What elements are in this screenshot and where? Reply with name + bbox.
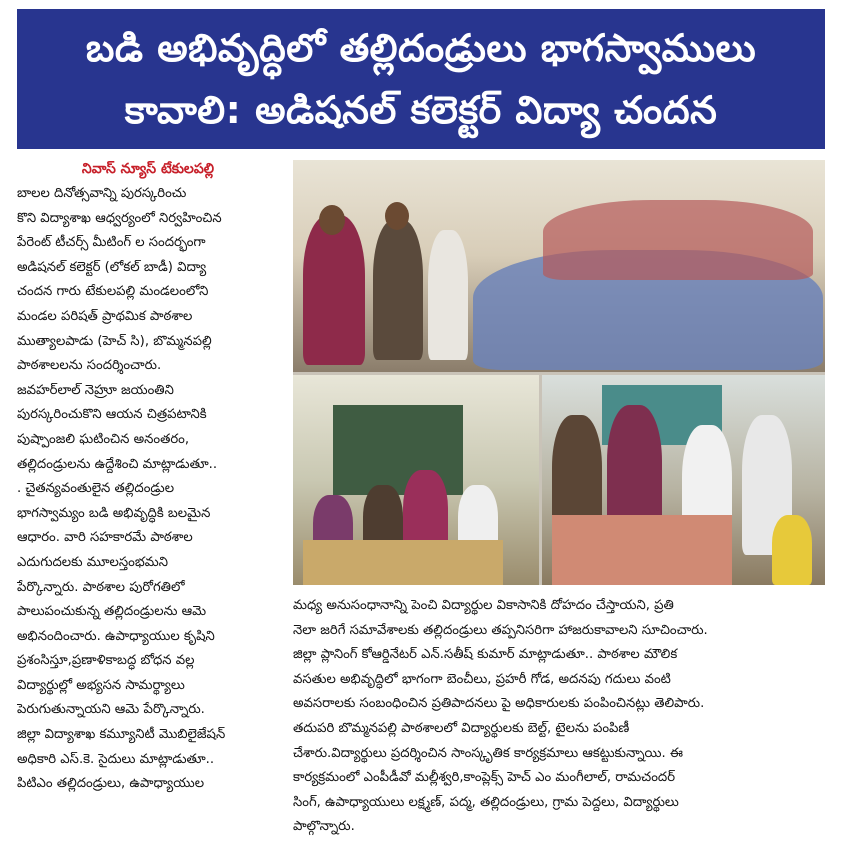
headline-line-2: కావాలి: అడిషనల్ కలెక్టర్ విద్యా చందన xyxy=(124,88,718,132)
text-line: ఎదుగుదలకు మూలస్తంభమని xyxy=(17,554,168,570)
photo-collage xyxy=(293,160,825,585)
text-line: నెలా జరిగే సమావేశాలకు తల్లిదండ్రులు తప్పనిసరిగా హాజరుకావాలని సూచించారు. xyxy=(293,622,708,638)
text-line: చేశారు.విద్యార్థులు ప్రదర్శించిన సాంస్కృతిక కార్యక్రమాలు ఆకట్టుకున్నాయి. ఈ xyxy=(293,745,683,761)
photo-figure xyxy=(772,515,812,585)
text-line: అవసరాలకు సంబంధించిన ప్రతిపాదనలు పై అధికారులకు పంపించినట్లు తెలిపారు. xyxy=(293,696,705,712)
photo-figure xyxy=(428,230,468,360)
text-line: పిటిఎం తల్లిదండ్రులు, ఉపాధ్యాయుల xyxy=(17,776,205,792)
photo-figure xyxy=(303,215,365,365)
text-line: పేరెంట్ టీచర్స్ మీటింగ్ ల సందర్భంగా xyxy=(17,235,206,251)
text-line: పుష్పాంజలి ఘటించిన అనంతరం, xyxy=(17,431,190,447)
photo-figure xyxy=(319,205,345,235)
text-line: జిల్లా విద్యాశాఖ కమ్యూనిటీ మొబిలైజేషన్ xyxy=(17,727,226,743)
headline-line-1: బడి అభివృద్ధిలో తల్లిదండ్రులు భాగస్వాములు xyxy=(85,26,757,70)
text-line: చందన గారు టేకులపల్లి మండలంలోని xyxy=(17,284,209,300)
text-line: మధ్య అనుసంధానాన్ని పెంచి విద్యార్థుల వికాసానికి దోహదం చేస్తాయని, ప్రతి xyxy=(293,598,674,613)
left-article-text xyxy=(17,182,279,797)
photo-figure xyxy=(385,202,409,230)
text-line: కొని విద్యాశాఖ ఆధ్వర్యంలో నిర్వహించిన xyxy=(17,210,222,226)
text-line: పేర్కొన్నారు. పాఠశాల పురోగతిలో xyxy=(17,579,185,595)
text-line: ప్రశంసిస్తూ,ప్రణాళికాబద్ధ బోధన వల్ల xyxy=(17,653,195,669)
text-line: జిల్లా ప్లానింగ్ కోఆర్డినేటర్ ఎన్.సతీష్ కుమార్ మాట్లాడుతూ.. పాఠశాల మౌలిక xyxy=(293,647,678,663)
text-line: బాలల దినోత్సవాన్ని పురస్కరించు xyxy=(17,186,187,201)
photo-dais xyxy=(293,375,539,585)
right-article-text xyxy=(293,594,826,864)
byline: నివాస్ న్యూస్ టేకులపల్లి xyxy=(81,161,215,177)
text-line: కార్యక్రమంలో ఎంపీడీవో మల్లీశ్వరి,కాంప్లెక్స్ హెచ్ ఎం మంగీలాల్, రామచందర్ xyxy=(293,770,676,786)
text-line: అభినందించారు. ఉపాధ్యాయుల కృషిని xyxy=(17,628,215,644)
photo-table xyxy=(552,515,732,585)
text-line: . చైతన్యవంతులైన తల్లిదండ్రుల xyxy=(17,481,175,497)
text-line: పెరుగుతున్నాయని ఆమె పేర్కొన్నారు. xyxy=(17,702,205,718)
text-line: ముత్యాలపాడు (హెచ్ సి), బొమ్మనపల్లి xyxy=(17,333,212,349)
text-line: పాలుపంచుకున్న తల్లిదండ్రులను ఆమె xyxy=(17,604,207,620)
text-line: తదుపరి బొమ్మనపల్లి పాఠశాలలో విద్యార్థులకు బెల్ట్, టైలను పంపిణీ xyxy=(293,720,630,736)
text-line: విద్యార్థుల్లో అభ్యసన సామర్థ్యాలు xyxy=(17,677,185,693)
photo-blackboard xyxy=(333,405,463,495)
photo-teachers xyxy=(543,200,813,280)
text-line: పురస్కరించుకొని ఆయన చిత్రపటానికి xyxy=(17,407,207,423)
left-column xyxy=(17,158,279,864)
text-line: సింగ్, ఉపాధ్యాయులు లక్ష్మణ్, పద్మ, తల్లిదండ్రులు, గ్రామ పెద్దలు, విద్యార్థులు xyxy=(293,794,679,810)
text-line: అధికారి ఎస్.కె. సైదులు మాట్లాడుతూ.. xyxy=(17,751,215,767)
text-line: మండల పరిషత్ ప్రాథమిక పాఠశాల xyxy=(17,308,193,324)
photo-group-students xyxy=(293,160,825,372)
text-line: పాఠశాలలను సందర్శించారు. xyxy=(17,358,162,374)
text-line: ఆధారం. వారి సహకారమే పాఠశాల xyxy=(17,530,193,546)
photo-distribution xyxy=(542,375,825,585)
right-article-paragraph xyxy=(293,594,826,840)
photo-figure xyxy=(373,220,423,360)
text-line: భాగస్వామ్యం బడి అభివృద్ధికి బలమైన xyxy=(17,505,211,521)
text-line: తల్లిదండ్రులను ఉద్దేశించి మాట్లాడుతూ.. xyxy=(17,456,218,472)
text-line: అడిషనల్ కలెక్టర్ (లోకల్ బాడీ) విద్యా xyxy=(17,259,207,275)
text-line: వసతుల అభివృద్ధిలో భాగంగా బెంచీలు, ప్రహరీ గోడ, అదనపు గదులు వంటి xyxy=(293,671,671,687)
headline-banner xyxy=(17,9,825,149)
text-line: జవహర్‌లాల్ నెహ్రూ జయంతిని xyxy=(17,382,174,398)
text-line: పాల్గొన్నారు. xyxy=(293,819,355,835)
photo-table xyxy=(303,540,503,585)
